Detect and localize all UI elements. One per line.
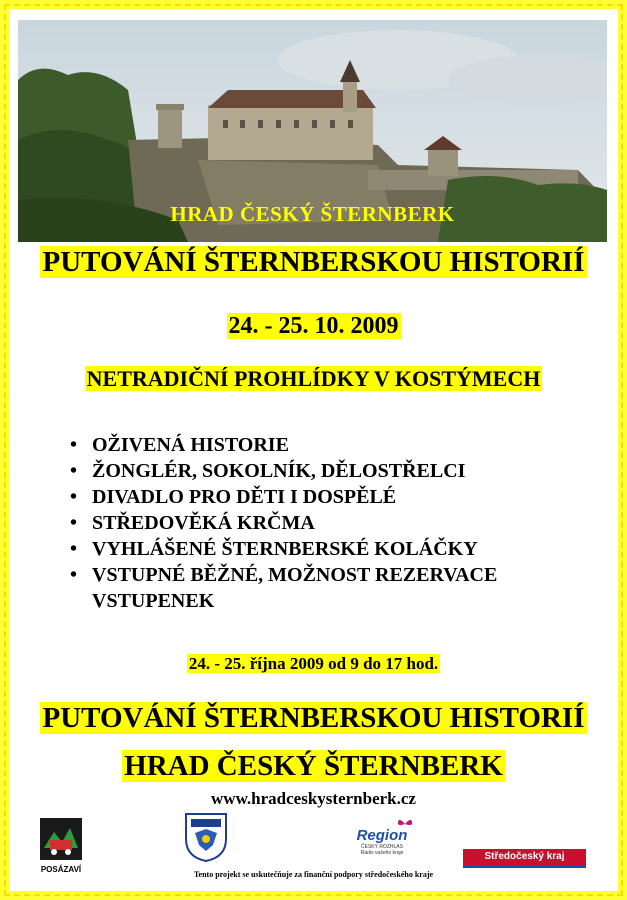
stredocesky-kraj-logo <box>463 849 586 865</box>
photo-caption: HRAD ČESKÝ ŠTERNBERK <box>170 202 455 226</box>
list-item: • VSTUPNÉ BĚŽNÉ, MOŽNOST REZERVACE VSTUPENEK <box>70 562 552 614</box>
kraj-label: Středočeský kraj <box>463 849 586 868</box>
funding-note: Tento projekt se uskutečňuje za finanční podpory středočeského kraje <box>193 870 434 879</box>
bottom-castle-row <box>0 750 627 783</box>
bottom-castle-name: HRAD ČESKÝ ŠTERNBERK <box>124 750 503 782</box>
castle-photo <box>18 20 607 242</box>
list-item: • ŽONGLÉR, SOKOLNÍK, DĚLOSTŘELCI <box>70 458 552 484</box>
schedule: 24. - 25. října 2009 od 9 do 17 hod. <box>188 654 439 673</box>
event-date: 24. - 25. 10. 2009 <box>228 313 399 339</box>
main-title-row <box>0 246 627 279</box>
date-row <box>0 313 627 340</box>
list-item: • DIVADLO PRO DĚTI I DOSPĚLÉ <box>70 484 552 510</box>
region-radio-logo <box>349 817 415 856</box>
bottom-title: PUTOVÁNÍ ŠTERNBERSKOU HISTORIÍ <box>42 702 585 734</box>
main-title: PUTOVÁNÍ ŠTERNBERSKOU HISTORIÍ <box>42 246 585 278</box>
subtitle-row <box>0 366 627 392</box>
list-item: • STŘEDOVĚKÁ KRČMA <box>70 510 552 536</box>
region-label: Region <box>356 827 408 844</box>
butterfly-icon <box>397 817 413 831</box>
website-link[interactable]: www.hradceskysternberk.cz <box>211 789 416 808</box>
list-item: • VYHLÁŠENÉ ŠTERNBERSKÉ KOLÁČKY <box>70 536 552 562</box>
subtitle: NETRADIČNÍ PROHLÍDKY V KOSTÝMECH <box>86 366 541 391</box>
schedule-row <box>0 654 627 674</box>
bottom-title-row <box>0 702 627 735</box>
posazavi-logo <box>40 818 82 874</box>
region-sub1: ČESKÝ ROZHLAS <box>361 844 403 850</box>
feature-list <box>70 432 552 614</box>
coat-of-arms-logo <box>183 811 229 868</box>
posazavi-label: POSÁZAVÍ <box>40 865 82 874</box>
region-sub2: Rádio vašeho kraje <box>360 850 404 856</box>
list-item: • OŽIVENÁ HISTORIE <box>70 432 552 458</box>
